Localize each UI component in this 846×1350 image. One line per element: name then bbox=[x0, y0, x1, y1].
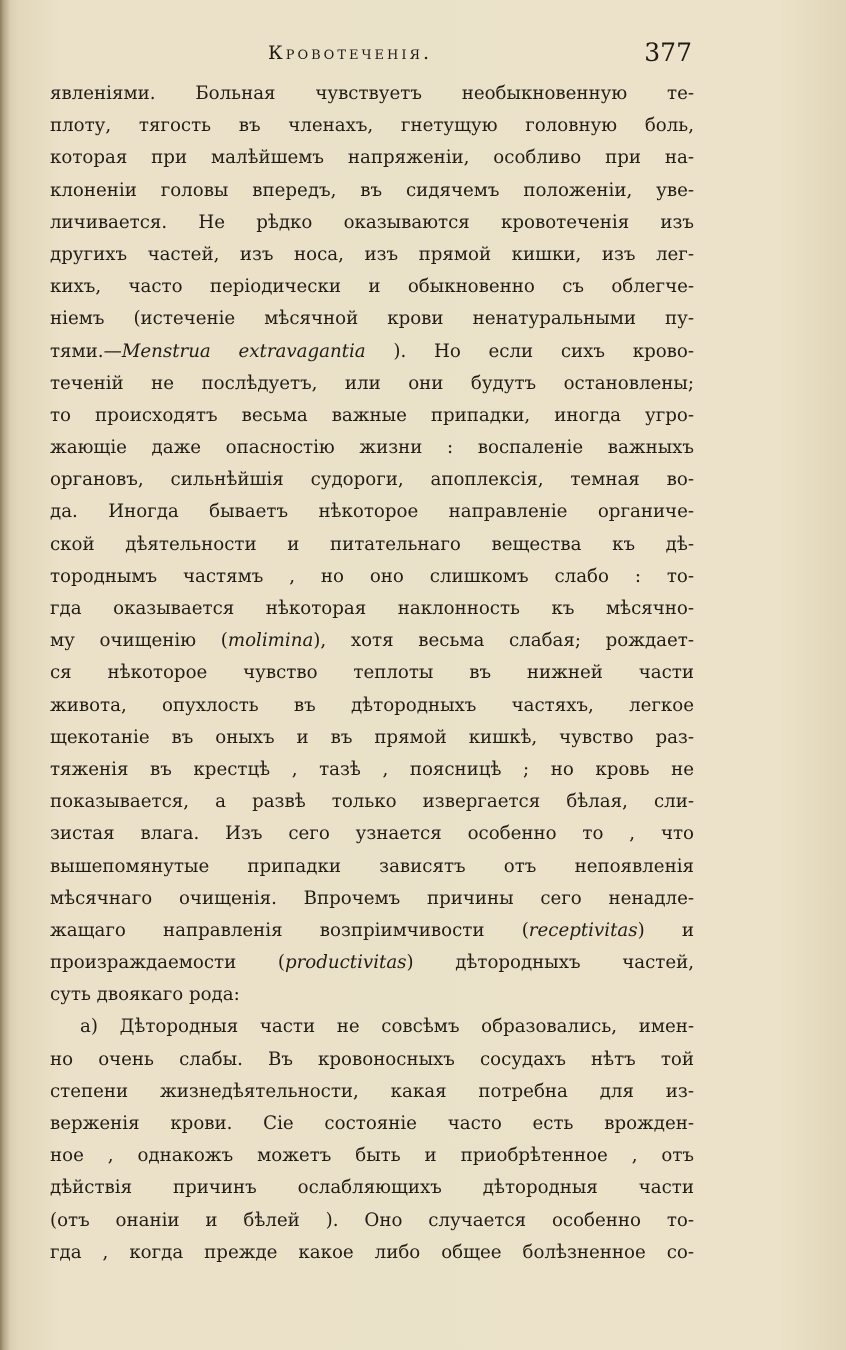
text-line: кихъ, часто періодически и обыкновенно съ облегче- bbox=[50, 276, 694, 298]
text-line: живота, опухлость въ дѣтородныхъ частяхъ, легкое bbox=[50, 694, 694, 716]
text-line bbox=[50, 915, 694, 947]
line-lead: тями.— bbox=[50, 340, 122, 362]
text-line: тороднымъ частямъ , но оно слишкомъ слабо : то- bbox=[50, 565, 694, 587]
line-lead: жащаго направленія возпріимчивости ( bbox=[50, 919, 529, 941]
text-line: другихъ частей, изъ носа, изъ прямой кишки, изъ лег- bbox=[50, 243, 694, 265]
text-line bbox=[50, 625, 694, 657]
text-line: мѣсячнаго очищенія. Впрочемъ причины сего ненадле- bbox=[50, 887, 694, 909]
page-number: 377 bbox=[644, 38, 692, 67]
latin-term: Menstrua extravagantia bbox=[121, 340, 366, 362]
running-title: Кровотеченія. bbox=[268, 42, 433, 64]
text-line: органовъ, сильнѣйшія судороги, апоплексія, темная во- bbox=[50, 469, 694, 491]
latin-term: productivitas bbox=[284, 952, 407, 974]
text-line: тяженія въ крестцѣ , тазѣ , поясницѣ ; но кровь не bbox=[50, 758, 694, 780]
latin-term: molimina bbox=[227, 630, 314, 652]
text-line: ской дѣятельности и питательнаго вещества къ дѣ- bbox=[50, 533, 694, 555]
text-line: зистая влага. Изъ сего узнается особенно то , что bbox=[50, 823, 694, 845]
text-line: жающіе даже опасностію жизни : воспаленіе важныхъ bbox=[50, 437, 694, 459]
text-line: дѣйствія причинъ ослабляющихъ дѣтородныя части bbox=[50, 1177, 694, 1199]
text-line: гда , когда прежде какое либо общее болѣзненное со- bbox=[50, 1241, 694, 1263]
text-line: суть двоякаго рода: bbox=[50, 984, 240, 1006]
text-line: то происходятъ весьма важные припадки, иногда угро- bbox=[50, 404, 694, 426]
latin-term: receptivitas bbox=[528, 919, 638, 941]
line-tail: ) и bbox=[637, 919, 695, 941]
text-line bbox=[50, 947, 694, 979]
text-line bbox=[50, 336, 694, 368]
binding-shadow bbox=[0, 0, 10, 1350]
line-lead: му очищенію ( bbox=[50, 630, 228, 652]
line-tail: ). Но если сихъ крово- bbox=[365, 340, 694, 362]
text-line: а) Дѣтородныя части не совсѣмъ образовались, имен- bbox=[80, 1016, 694, 1038]
text-line: (отъ онаніи и бѣлей ). Оно случается особенно то- bbox=[50, 1209, 694, 1231]
text-line: щекотаніе въ оныхъ и въ прямой кишкѣ, чувство раз- bbox=[50, 726, 694, 748]
text-line: степени жизнедѣятельности, какая потребна для из- bbox=[50, 1080, 694, 1102]
line-tail: ) дѣтородныхъ частей, bbox=[406, 952, 695, 974]
text-line: ся нѣкоторое чувство теплоты въ нижней части bbox=[50, 662, 694, 684]
line-tail: ), хотя весьма слабая; рождает- bbox=[313, 630, 694, 652]
body-text bbox=[50, 78, 694, 1269]
text-line: но очень слабы. Въ кровоносныхъ сосудахъ нѣтъ той bbox=[50, 1048, 694, 1070]
page-header bbox=[50, 38, 690, 78]
text-line: да. Иногда бываетъ нѣкоторое направленіе органиче- bbox=[50, 501, 694, 523]
text-line: показывается, а развѣ только извергается бѣлая, сли- bbox=[50, 791, 694, 813]
text-line: ное , однакожъ можетъ быть и приобрѣтенное , отъ bbox=[50, 1145, 694, 1167]
text-line: верженія крови. Сіе состояніе часто есть врожден- bbox=[50, 1113, 694, 1134]
text-line: вышепомянутые припадки зависятъ отъ непоявленія bbox=[50, 855, 694, 877]
text-line: клоненіи головы впередъ, въ сидячемъ положеніи, уве- bbox=[50, 179, 694, 201]
line-lead: произраждаемости ( bbox=[50, 952, 285, 974]
text-line: гда оказывается нѣкоторая наклонность къ мѣсячно- bbox=[50, 598, 694, 619]
text-line: теченій не послѣдуетъ, или они будутъ остановлены; bbox=[50, 372, 694, 394]
text-line: явленіями. Больная чувствуетъ необыкновенную те- bbox=[50, 83, 694, 104]
text-line: плоту, тягость въ членахъ, гнетущую головную боль, bbox=[50, 115, 694, 137]
text-line: личивается. Не рѣдко оказываются кровотеченія изъ bbox=[50, 211, 694, 233]
text-line: ніемъ (истеченіе мѣсячной крови ненатуральными пу- bbox=[50, 308, 694, 330]
text-line: которая при малѣйшемъ напряженіи, особливо при на- bbox=[50, 147, 694, 169]
